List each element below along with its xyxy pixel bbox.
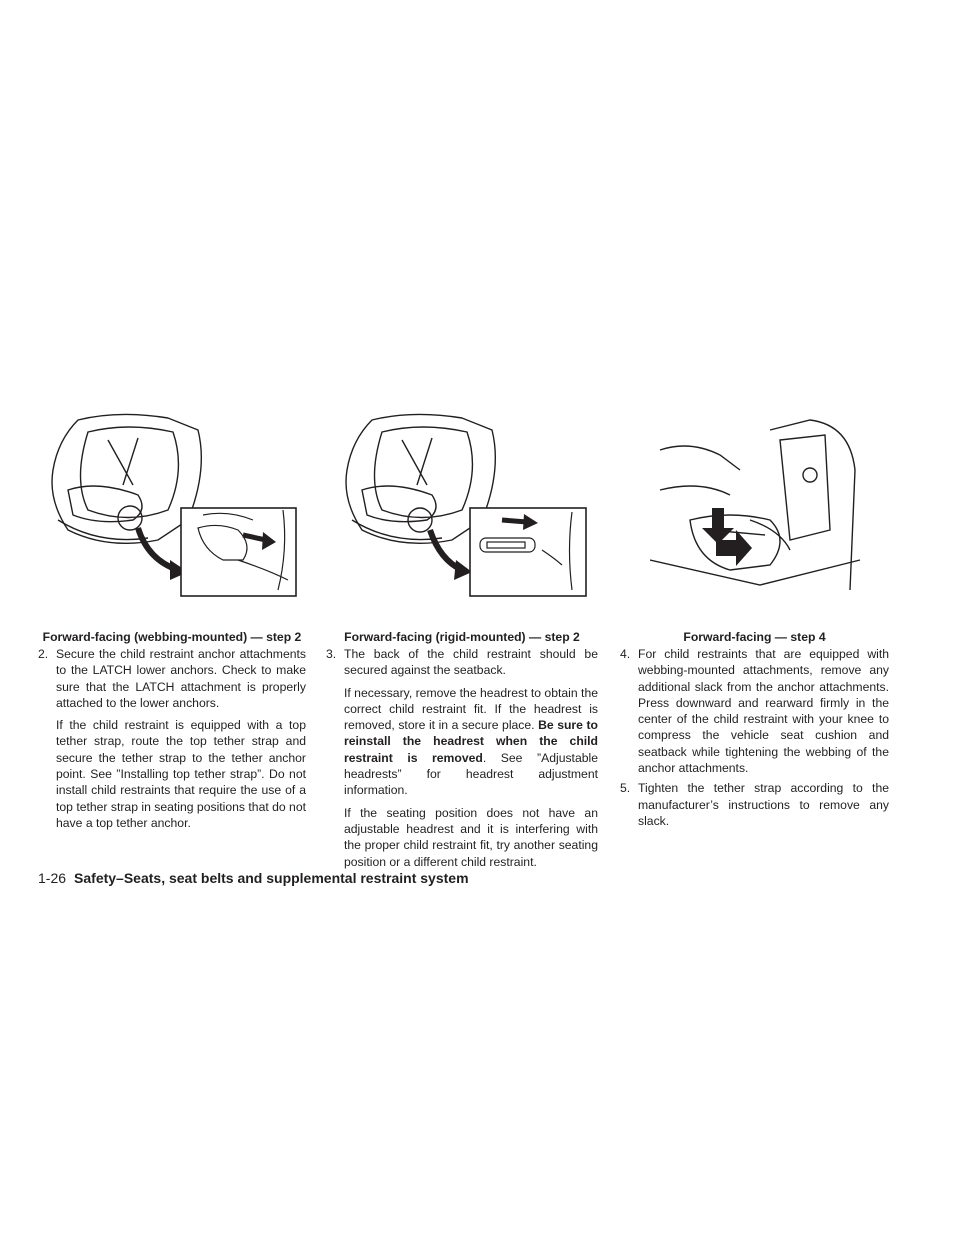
list-item — [326, 646, 598, 679]
section-title: Safety–Seats, seat belts and supplemental restraint system — [74, 870, 469, 886]
paragraph: If the seating position does not have an adjustable headrest and it is interfering with the proper child restraint fit, try another seating position or a different child restraint. — [344, 805, 598, 869]
figure-knee-press — [650, 410, 865, 605]
item-text: For child restraints that are equipped with webbing-mounted attachments, remove any additional slack from the anchor attachments. Press downward and rearward firmly in the center of the child restraint with your knee to compress the vehicle seat cushion and seatback while tightening the webbing of the anchor attachments. — [638, 647, 889, 776]
page-number: 1-26 — [38, 870, 67, 886]
paragraph — [326, 685, 598, 799]
item-number: 2. — [38, 647, 49, 661]
item-number: 3. — [326, 647, 337, 661]
list-item — [620, 646, 889, 776]
item-number: 4. — [620, 647, 631, 661]
column-1 — [38, 630, 306, 831]
item-text: Secure the child restraint anchor attachments to the LATCH lower anchors. Check to make sure that the LATCH attachment is properly attached to the lower anchors. — [56, 647, 306, 710]
item-text: Tighten the tether strap according to the manufacturer’s instructions to remove any slack. — [638, 781, 889, 828]
paragraph-text: . See ”Adjustable headrests” for headrest adjustment information. — [344, 750, 598, 798]
paragraph: If the child restraint is equipped with a top tether strap, route the top tether strap and secure the tether strap to the tether anchor point. See ”Installing top tether strap”. Do not install child restraints that require the use of a top tether strap in seating positions that do not have a top tether anchor. — [56, 718, 307, 830]
paragraph-text: If necessary, remove the headrest to obtain the correct child restraint fit. If the headrest is removed, store it in a secure place. — [344, 685, 598, 733]
figure-rigid-mounted — [332, 410, 592, 600]
child-seat-illustration-1 — [38, 410, 300, 600]
page-footer — [38, 870, 469, 886]
knee-press-illustration — [650, 410, 865, 605]
column-2 — [326, 630, 598, 870]
figure-caption: Forward-facing (webbing-mounted) — step 2 — [42, 630, 302, 644]
child-seat-illustration-2 — [332, 410, 592, 600]
warning-text: Be sure to reinstall the headrest when the child restraint is removed — [344, 718, 598, 765]
item-text: The back of the child restraint should be secured against the seatback. — [344, 647, 598, 678]
list-item — [620, 780, 889, 829]
item-number: 5. — [620, 781, 631, 796]
figure-webbing-mounted — [38, 410, 300, 600]
figure-caption: Forward-facing — step 4 — [683, 630, 826, 644]
column-3 — [620, 630, 889, 829]
list-item — [38, 646, 306, 711]
figure-caption: Forward-facing (rigid-mounted) — step 2 — [344, 630, 580, 644]
